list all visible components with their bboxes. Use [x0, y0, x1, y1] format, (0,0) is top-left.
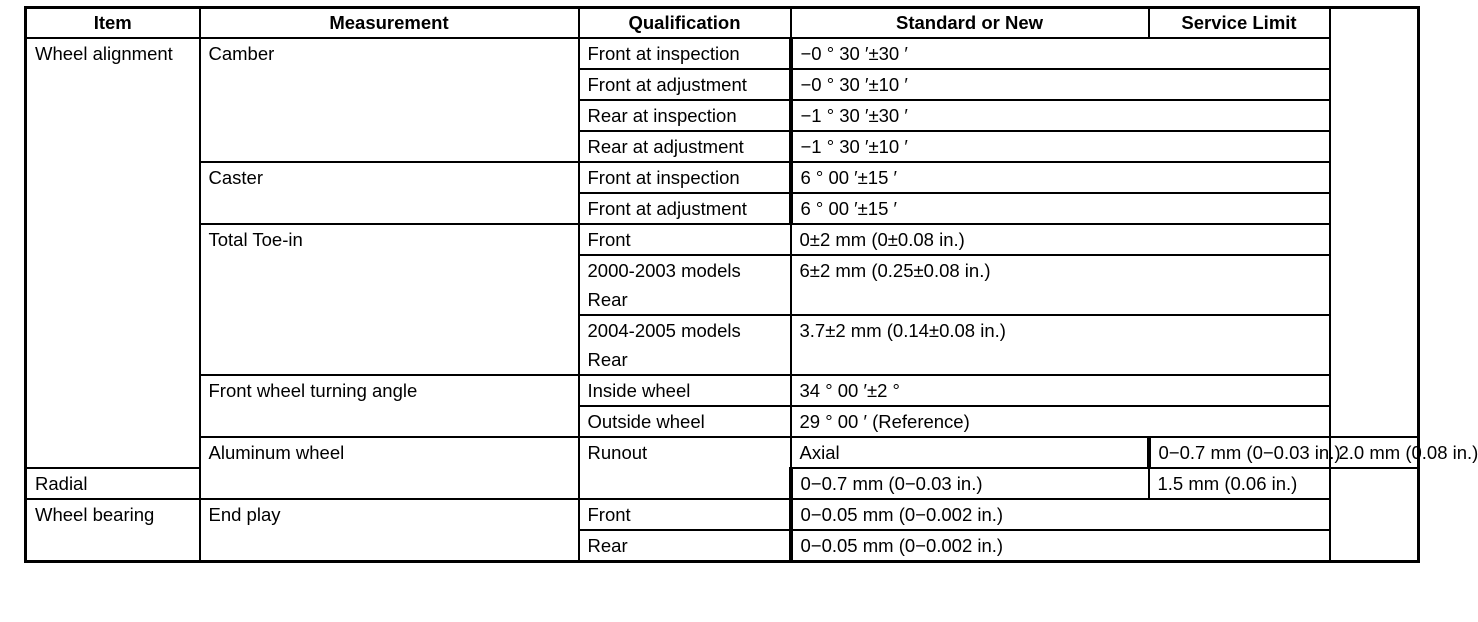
standard-cell: 0−0.05 mm (0−0.002 in.)	[791, 530, 1330, 562]
standard-cell: 29 ° 00 ′ (Reference)	[791, 406, 1330, 437]
header-service-limit: Service Limit	[1149, 8, 1330, 39]
qualification-cell: Radial	[26, 468, 200, 499]
table-row	[26, 38, 1419, 69]
qualification-cell: Front	[579, 224, 791, 255]
qualification-cell: Inside wheel	[579, 375, 791, 406]
qualification-cell: Front at adjustment	[579, 193, 791, 224]
item-wheel-bearing: Wheel bearing	[26, 499, 200, 562]
standard-cell: 6 ° 00 ′±15 ′	[791, 162, 1330, 193]
item-aluminum-wheel: Aluminum wheel	[200, 437, 579, 499]
measurement-camber: Camber	[200, 38, 579, 162]
qualification-cell: Front at inspection	[579, 38, 791, 69]
header-item: Item	[26, 8, 200, 39]
standard-cell: −1 ° 30 ′±10 ′	[791, 131, 1330, 162]
item-wheel-alignment: Wheel alignment	[26, 38, 200, 468]
measurement-turning-angle: Front wheel turning angle	[200, 375, 579, 437]
standard-cell: 6 ° 00 ′±15 ′	[791, 193, 1330, 224]
qualification-cell-line1: 2000-2003 models	[579, 255, 791, 285]
service-limit-cell: 2.0 mm (0.08 in.)	[1330, 437, 1419, 468]
measurement-end-play: End play	[200, 499, 579, 562]
qualification-cell: Front at inspection	[579, 162, 791, 193]
standard-cell: 0−0.7 mm (0−0.03 in.)	[1149, 437, 1330, 468]
measurement-caster: Caster	[200, 162, 579, 224]
table-row	[26, 375, 1419, 406]
table-row	[26, 162, 1419, 193]
table-row	[26, 224, 1419, 255]
qualification-cell: Front	[579, 499, 791, 530]
header-qualification: Qualification	[579, 8, 791, 39]
measurement-runout: Runout	[579, 437, 791, 499]
standard-cell: −1 ° 30 ′±30 ′	[791, 100, 1330, 131]
wheel-spec-table	[24, 6, 1478, 563]
measurement-toe-in: Total Toe-in	[200, 224, 579, 375]
standard-cell: 0−0.7 mm (0−0.03 in.)	[791, 468, 1149, 499]
standard-cell: 0−0.05 mm (0−0.002 in.)	[791, 499, 1330, 530]
table-row	[26, 499, 1419, 530]
standard-cell: 3.7±2 mm (0.14±0.08 in.)	[791, 315, 1330, 375]
header-measurement: Measurement	[200, 8, 579, 39]
standard-cell: 34 ° 00 ′±2 °	[791, 375, 1330, 406]
standard-cell: −0 ° 30 ′±10 ′	[791, 69, 1330, 100]
header-standard: Standard or New	[791, 8, 1149, 39]
standard-cell: 0±2 mm (0±0.08 in.)	[791, 224, 1330, 255]
qualification-cell-line2: Rear	[579, 285, 791, 315]
qualification-cell: Rear at inspection	[579, 100, 791, 131]
header-row	[26, 8, 1419, 39]
qualification-cell-line2: Rear	[579, 345, 791, 375]
qualification-cell: Outside wheel	[579, 406, 791, 437]
qualification-cell: Rear at adjustment	[579, 131, 791, 162]
qualification-cell: Rear	[579, 530, 791, 562]
standard-cell: −0 ° 30 ′±30 ′	[791, 38, 1330, 69]
service-limit-cell: 1.5 mm (0.06 in.)	[1149, 468, 1330, 499]
qualification-cell: Axial	[791, 437, 1149, 468]
qualification-cell-line1: 2004-2005 models	[579, 315, 791, 345]
qualification-cell: Front at adjustment	[579, 69, 791, 100]
table-row	[26, 437, 1419, 468]
standard-cell: 6±2 mm (0.25±0.08 in.)	[791, 255, 1330, 315]
